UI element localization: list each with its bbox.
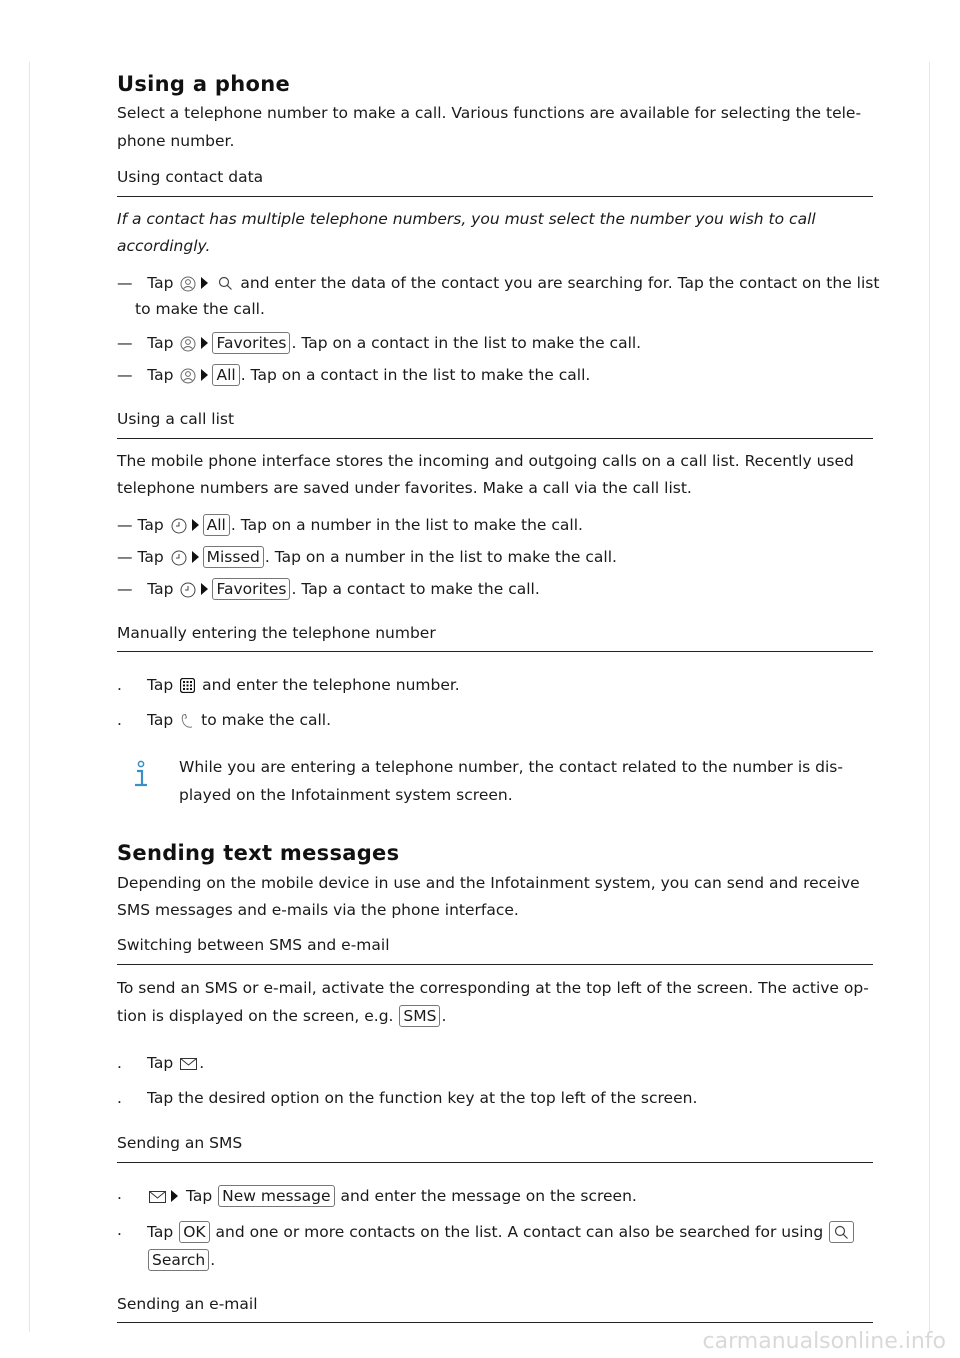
missed-key: Missed bbox=[203, 546, 264, 568]
divider bbox=[117, 196, 873, 197]
tap-word: Tap bbox=[185, 1187, 213, 1205]
divider bbox=[117, 651, 873, 652]
switching-heading: Switching between SMS and e-mail bbox=[117, 936, 390, 954]
step-text: . Tap on a number in the list to make the call. bbox=[230, 516, 583, 534]
arrow-right-icon bbox=[201, 583, 208, 595]
tap-word: Tap bbox=[147, 274, 174, 292]
dash-marker: — bbox=[117, 334, 133, 352]
section-title-text-messages: Sending text messages bbox=[117, 841, 400, 865]
search-key-icon-box bbox=[829, 1221, 854, 1243]
tap-word: Tap bbox=[147, 711, 174, 729]
bullet: . bbox=[117, 711, 122, 729]
info-icon bbox=[131, 760, 151, 794]
arrow-right-icon bbox=[201, 277, 208, 289]
step-text: . Tap on a contact in the list to make the call. bbox=[240, 366, 591, 384]
switching-para-1: To send an SMS or e-mail, activate the corresponding at the top left of the screen. The active op- bbox=[117, 979, 869, 997]
tap-word: Tap bbox=[147, 334, 174, 352]
divider bbox=[117, 1162, 873, 1163]
dash-marker: — bbox=[117, 366, 133, 384]
bullet: . bbox=[117, 1054, 122, 1072]
tap-word: Tap bbox=[147, 1223, 174, 1241]
send-sms-step-2-continued bbox=[147, 1249, 215, 1271]
contact-step-3 bbox=[117, 364, 590, 386]
contacts-icon bbox=[180, 368, 196, 384]
search-icon bbox=[218, 276, 233, 291]
step-text: and enter the data of the contact you are searching for. Tap the contact on the list bbox=[240, 274, 880, 292]
contact-data-heading: Using contact data bbox=[117, 168, 264, 186]
call-list-para-2: telephone numbers are saved under favorites. Make a call via the call list. bbox=[117, 479, 692, 497]
sms-key: SMS bbox=[399, 1005, 440, 1027]
bullet: . bbox=[117, 676, 122, 694]
step-text: . Tap on a contact in the list to make the call. bbox=[291, 334, 642, 352]
period: . bbox=[441, 1007, 447, 1025]
bullet: . bbox=[117, 1221, 122, 1239]
step-text: and enter the message on the screen. bbox=[340, 1187, 637, 1205]
call-list-step-3 bbox=[117, 578, 540, 600]
new-message-key: New message bbox=[218, 1185, 334, 1207]
contact-step-1-continued: to make the call. bbox=[135, 300, 265, 318]
step-text: and one or more contacts on the list. A contact can also be searched for using bbox=[215, 1223, 824, 1241]
all-key: All bbox=[212, 364, 239, 386]
ok-key: OK bbox=[179, 1221, 209, 1243]
envelope-icon bbox=[149, 1191, 166, 1203]
favorites-key: Favorites bbox=[212, 578, 290, 600]
all-key: All bbox=[203, 514, 230, 536]
contacts-icon bbox=[180, 336, 196, 352]
dash-marker: — bbox=[117, 516, 133, 534]
dash-marker: — bbox=[117, 580, 133, 598]
clock-icon bbox=[180, 582, 196, 598]
step-text: . bbox=[199, 1054, 205, 1072]
tap-word: Tap bbox=[147, 1054, 174, 1072]
divider bbox=[117, 1322, 873, 1323]
step-text: . Tap on a number in the list to make the call. bbox=[264, 548, 617, 566]
call-list-step-2 bbox=[117, 546, 617, 568]
section-title-using-phone: Using a phone bbox=[117, 72, 291, 96]
arrow-right-icon bbox=[192, 551, 199, 563]
bullet: . bbox=[117, 1185, 122, 1203]
tap-word: Tap bbox=[147, 366, 174, 384]
step-text: . Tap a contact to make the call. bbox=[291, 580, 540, 598]
search-icon bbox=[834, 1225, 849, 1240]
note-line-1: While you are entering a telephone number, the contact related to the number is dis- bbox=[179, 758, 843, 776]
call-list-heading: Using a call list bbox=[117, 410, 235, 428]
clock-icon bbox=[171, 518, 187, 534]
envelope-icon bbox=[180, 1058, 197, 1070]
step-text: to make the call. bbox=[201, 711, 332, 729]
dash-marker: — bbox=[117, 274, 133, 292]
switching-para-2 bbox=[117, 1005, 446, 1027]
tap-word: Tap bbox=[147, 676, 174, 694]
arrow-right-icon bbox=[192, 519, 199, 531]
note-line-2: played on the Infotainment system screen. bbox=[179, 786, 513, 804]
arrow-right-icon bbox=[201, 337, 208, 349]
keypad-icon bbox=[180, 678, 195, 693]
intro-line-2: phone number. bbox=[117, 132, 235, 150]
switching-para-2-text: tion is displayed on the screen, e.g. bbox=[117, 1007, 394, 1025]
tap-word: Tap bbox=[147, 580, 174, 598]
call-list-para-1: The mobile phone interface stores the incoming and outgoing calls on a call list. Recently used bbox=[117, 452, 854, 470]
intro-line-1: Select a telephone number to make a call. Various functions are available for selecting the tele- bbox=[117, 104, 862, 122]
sending-email-heading: Sending an e-mail bbox=[117, 1295, 258, 1313]
step-text: Tap the desired option on the function key at the top left of the screen. bbox=[147, 1089, 698, 1107]
manual-entry-heading: Manually entering the telephone number bbox=[117, 624, 436, 642]
period: . bbox=[210, 1251, 216, 1269]
arrow-right-icon bbox=[201, 369, 208, 381]
left-margin-line bbox=[29, 62, 30, 1332]
search-key: Search bbox=[148, 1249, 209, 1271]
sms-intro-line-1: Depending on the mobile device in use and the Infotainment system, you can send and receive bbox=[117, 874, 860, 892]
sms-intro-line-2: SMS messages and e-mails via the phone interface. bbox=[117, 901, 519, 919]
bullet: . bbox=[117, 1089, 122, 1107]
step-text: and enter the telephone number. bbox=[202, 676, 460, 694]
contacts-icon bbox=[180, 276, 196, 292]
divider bbox=[117, 438, 873, 439]
italic-note-line-1: If a contact has multiple telephone numbers, you must select the number you wish to call bbox=[117, 210, 816, 228]
watermark: carmanualsonline.info bbox=[702, 1329, 946, 1354]
divider bbox=[117, 964, 873, 965]
favorites-key: Favorites bbox=[212, 332, 290, 354]
right-margin-line bbox=[929, 62, 930, 1332]
tap-word: Tap bbox=[137, 516, 164, 534]
contact-step-1 bbox=[117, 274, 879, 292]
dash-marker: — bbox=[117, 548, 133, 566]
call-list-step-1 bbox=[117, 514, 583, 536]
italic-note-line-2: accordingly. bbox=[117, 237, 211, 255]
clock-icon bbox=[171, 550, 187, 566]
sending-sms-heading: Sending an SMS bbox=[117, 1134, 243, 1152]
tap-word: Tap bbox=[137, 548, 164, 566]
contact-step-2 bbox=[117, 332, 641, 354]
phone-handset-icon bbox=[180, 713, 194, 729]
arrow-right-icon bbox=[171, 1190, 178, 1202]
